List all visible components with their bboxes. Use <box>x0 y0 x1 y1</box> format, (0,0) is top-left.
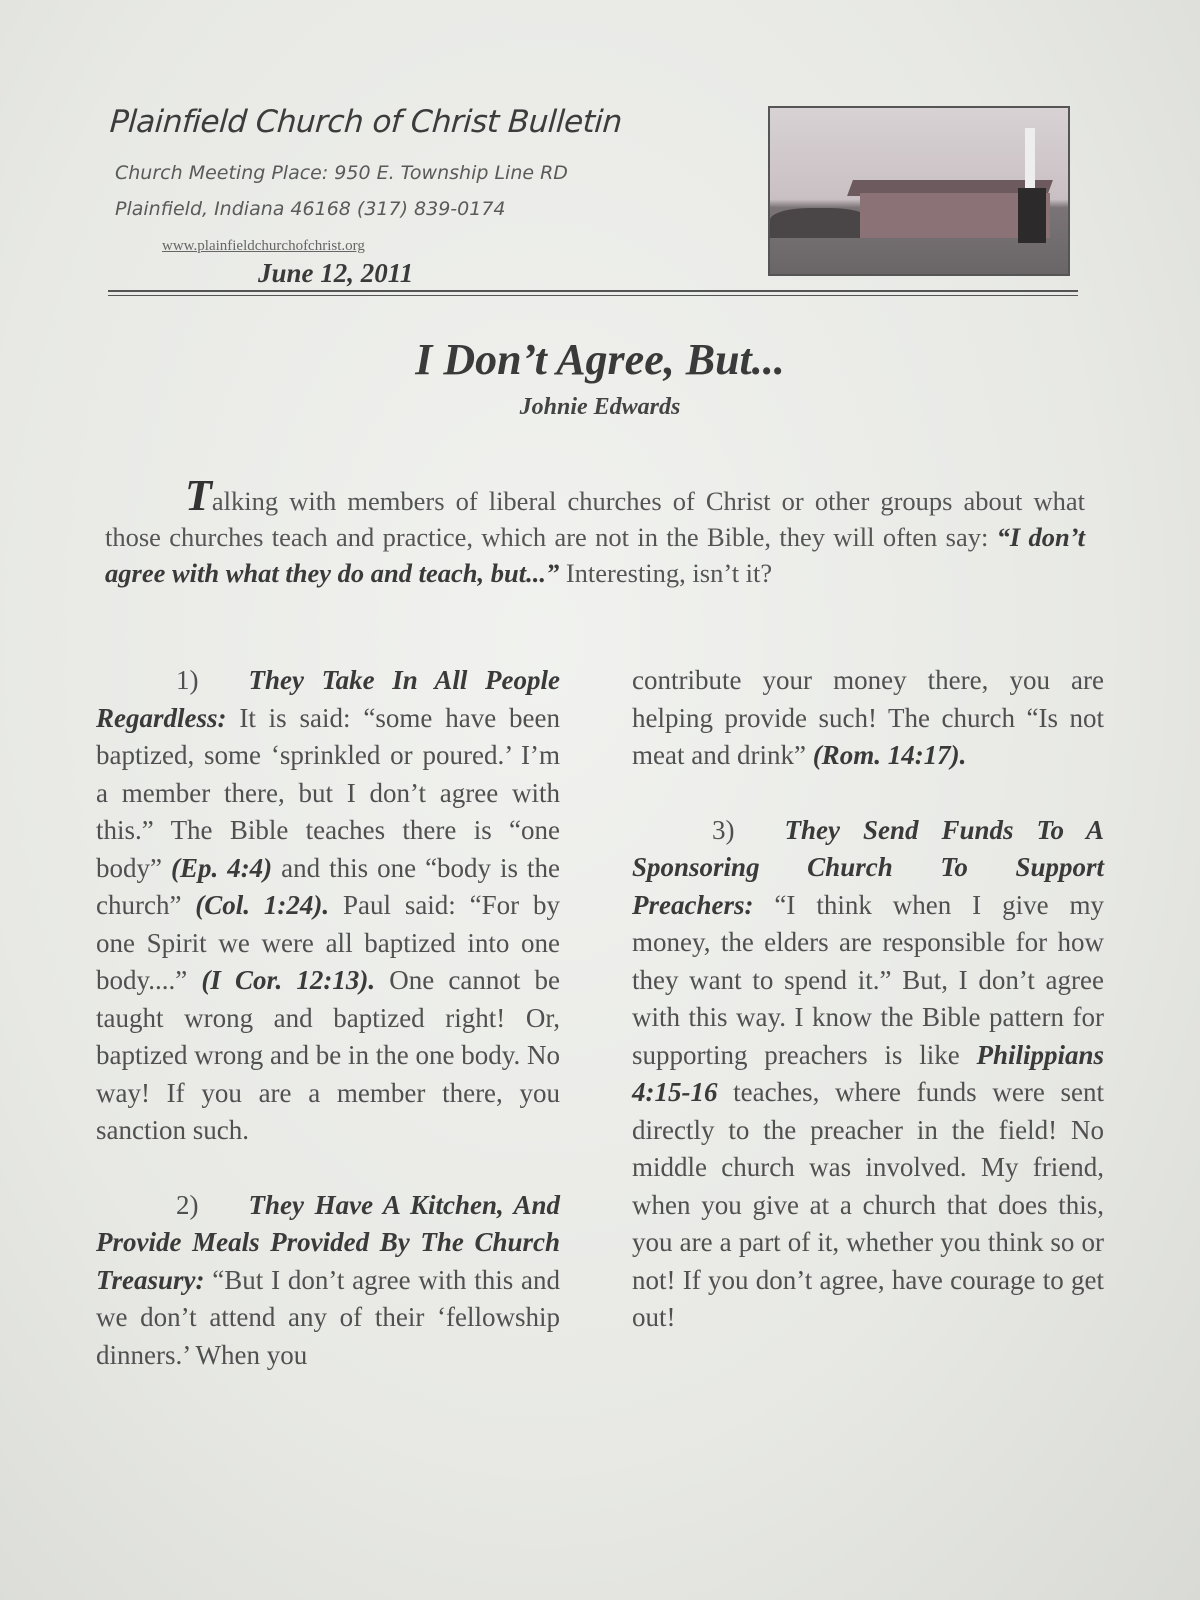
right-column <box>632 662 1104 1374</box>
body-text: and this one “body is the church” <box>96 852 561 920</box>
body-text: “I think when I give my money, the elders are responsible for how they want to spend it.” But, I don’t agree with this way. I know the Bible pattern for supporting preachers is like <box>632 889 1104 1070</box>
emphasis-text: (Rom. 14:17). <box>812 740 967 770</box>
paragraph <box>632 662 1104 775</box>
left-column <box>96 662 560 1411</box>
body-text: “But I don’t agree with this and we don’t attend any of their ‘fellowship dinners.’ When you <box>96 1264 560 1370</box>
website-link[interactable]: www.plainfieldchurchofchrist.org <box>162 238 365 254</box>
point-number: 2) <box>176 1189 199 1220</box>
body-text: It is said: “some have been baptized, some ‘sprinkled or poured.’ I’m a member there, but I don’t agree with this.” The Bible teaches there is “one body” <box>96 702 560 883</box>
meeting-place: Church Meeting Place: 950 E. Township Line RD <box>115 162 568 184</box>
paragraph <box>96 662 560 1150</box>
body-text: One cannot be taught wrong and baptized right! Or, baptized wrong and be in the one body. No way! If you are a member there, you sanction such. <box>96 965 560 1145</box>
header-divider <box>108 290 1078 292</box>
emphasis-text: (I Cor. 12:13). <box>201 965 376 995</box>
body-text: teaches, where funds were sent directly to the preacher in the field! No middle church was involved. My friend, when you give at a church that does this, you are a part of it, whether you think so or not! If you don’t agree, have courage to get out! <box>632 1077 1104 1332</box>
emphasis-text: (Col. 1:24). <box>195 890 330 920</box>
city-phone: Plainfield, Indiana 46168 (317) 839-0174 <box>115 198 506 220</box>
article-author: Johnie Edwards <box>519 394 681 420</box>
bulletin-title: Plainfield Church of Christ Bulletin <box>108 104 623 140</box>
bulletin-date: June 12, 2011 <box>258 258 414 288</box>
emphasis-text: They Send Funds To A Sponsoring Church To Support Preachers: <box>632 814 1104 920</box>
emphasis-text: They Have A Kitchen, And Provide Meals Provided By The Church Treasury: <box>96 1189 560 1295</box>
paragraph <box>632 812 1104 1337</box>
header-divider-thin <box>108 295 1078 296</box>
emphasis-text: Philippians 4:15-16 <box>632 1039 1104 1107</box>
body-text: contribute your money there, you are helping provide such! The church “Is not meat and drink” <box>632 665 1104 770</box>
emphasis-text: (Ep. 4:4) <box>170 852 273 883</box>
point-number: 1) <box>176 665 199 695</box>
emphasis-text: They Take In All People Regardless: <box>96 665 560 733</box>
intro-paragraph <box>105 471 1085 591</box>
drop-cap: T <box>185 471 212 520</box>
point-number: 3) <box>712 814 735 845</box>
body-text: Paul said: “For by one Spirit we were all baptized into one body....” <box>96 890 560 995</box>
body-text: alking with members of liberal churches of Christ or other groups about what those churches teach and practice, which are not in the Bible, they will often say: <box>105 486 1085 552</box>
emphasis-text: “I don’t agree with what they do and teach, but...” <box>105 522 1085 588</box>
body-text: Interesting, isn’t it? <box>559 558 773 588</box>
article-title: I Don’t Agree, But... <box>415 335 785 384</box>
church-photo <box>768 106 1070 276</box>
paragraph <box>96 1187 560 1375</box>
